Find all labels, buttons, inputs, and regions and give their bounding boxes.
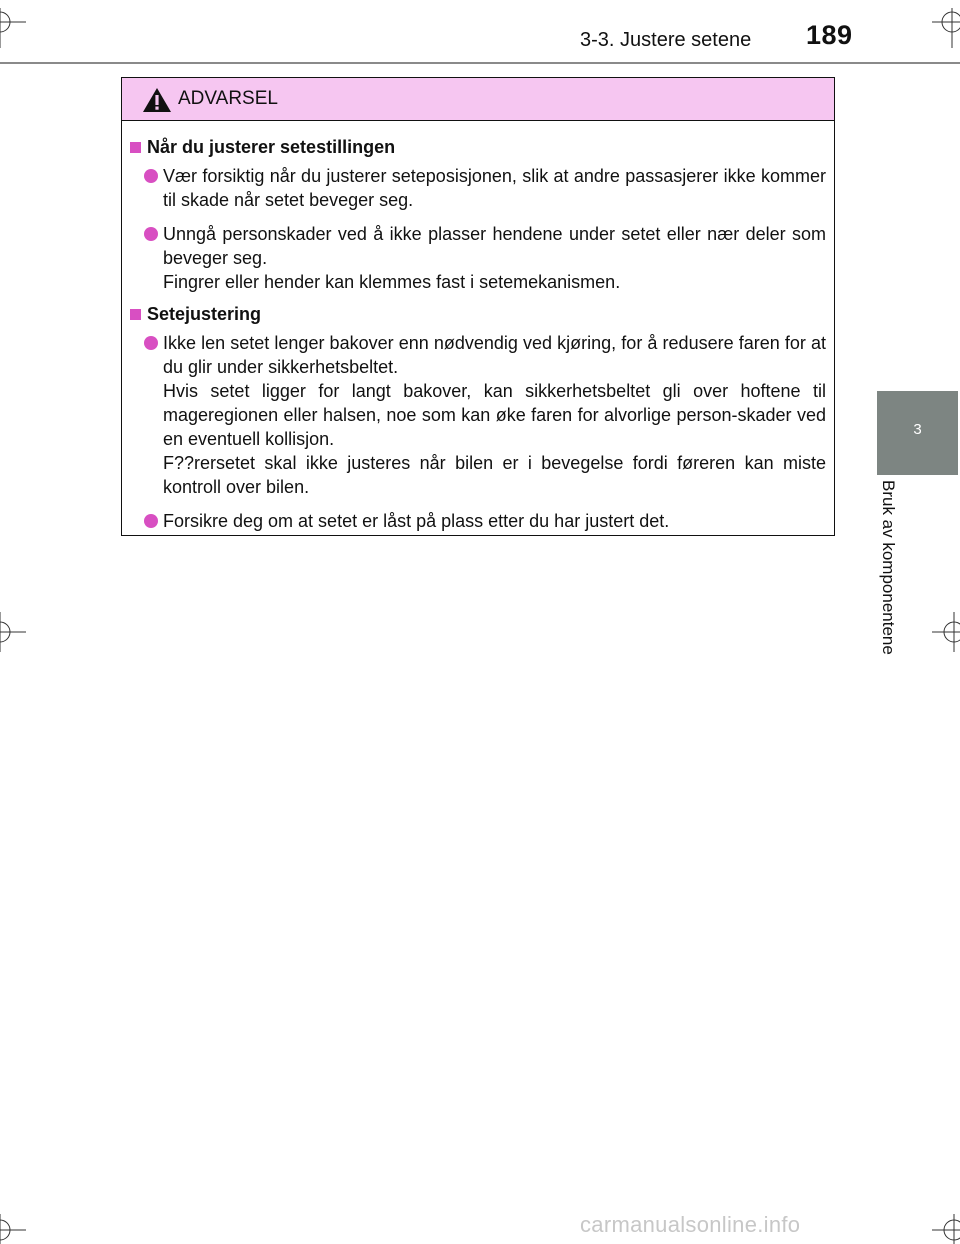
warning-triangle-icon — [142, 87, 172, 115]
warning-list-item — [126, 164, 826, 212]
chapter-number: 3 — [913, 421, 922, 438]
square-bullet-icon — [130, 309, 141, 320]
crop-mark-mid-left — [0, 612, 26, 652]
warning-item-paragraph: Vær forsiktig når du justerer seteposisjonen, slik at andre passasjerer ikke kommer til skade når setet beveger seg. — [163, 166, 826, 210]
crop-mark-top-right — [932, 8, 960, 48]
crop-mark-top-left — [0, 8, 26, 48]
warning-item-text — [163, 222, 826, 294]
warning-header — [122, 78, 834, 121]
warning-item-paragraph: Fingrer eller hender kan klemmes fast i setemekanismen. — [163, 272, 621, 292]
warning-item-paragraph: Hvis setet ligger for langt bakover, kan sikkerhetsbeltet gli over hoftene til mageregionen eller halsen, noe som kan øke faren for alvorlige person-skader ved en eventuell kollisjon. — [163, 381, 826, 449]
warning-item-paragraph: F??rersetet skal ikke justeres når bilen er i bevegelse fordi føreren kan miste kontroll over bilen. — [163, 453, 826, 497]
circle-bullet-icon — [144, 514, 158, 528]
warning-box — [121, 77, 835, 536]
circle-bullet-icon — [144, 227, 158, 241]
section-title: 3-3. Justere setene — [580, 29, 752, 51]
warning-item-text — [163, 164, 826, 212]
warning-list-item — [126, 222, 826, 294]
circle-bullet-icon — [144, 336, 158, 350]
warning-item-text — [163, 331, 826, 499]
crop-mark-bottom-right — [932, 1214, 960, 1244]
watermark: carmanualsonline.info — [580, 1212, 801, 1237]
warning-title: ADVARSEL — [178, 88, 278, 109]
chapter-label-wrap — [878, 480, 912, 700]
warning-section-heading — [126, 304, 826, 325]
warning-item-paragraph: Unngå personskader ved å ikke plasser hendene under setet eller nær deler som beveger seg. — [163, 224, 826, 268]
chapter-tab — [877, 391, 958, 475]
warning-section-heading-text: Når du justerer setestillingen — [147, 137, 396, 157]
square-bullet-icon — [130, 142, 141, 153]
chapter-label: Bruk av komponentene — [879, 480, 898, 655]
warning-item-paragraph: Ikke len setet lenger bakover enn nødvendig ved kjøring, for å redusere faren for at du glir under sikkerhetsbeltet. — [163, 333, 826, 377]
crop-mark-mid-right — [932, 612, 960, 652]
warning-body — [122, 121, 834, 533]
crop-mark-bottom-left — [0, 1214, 26, 1244]
warning-section-heading-text: Setejustering — [147, 304, 262, 324]
header-rule — [0, 62, 960, 64]
circle-bullet-icon — [144, 169, 158, 183]
warning-list-item — [126, 509, 826, 533]
warning-list-item — [126, 331, 826, 499]
page-number: 189 — [806, 20, 853, 50]
warning-section-heading — [126, 137, 826, 158]
warning-item-text — [163, 509, 826, 533]
warning-item-paragraph: Forsikre deg om at setet er låst på plass etter du har justert det. — [163, 511, 670, 531]
